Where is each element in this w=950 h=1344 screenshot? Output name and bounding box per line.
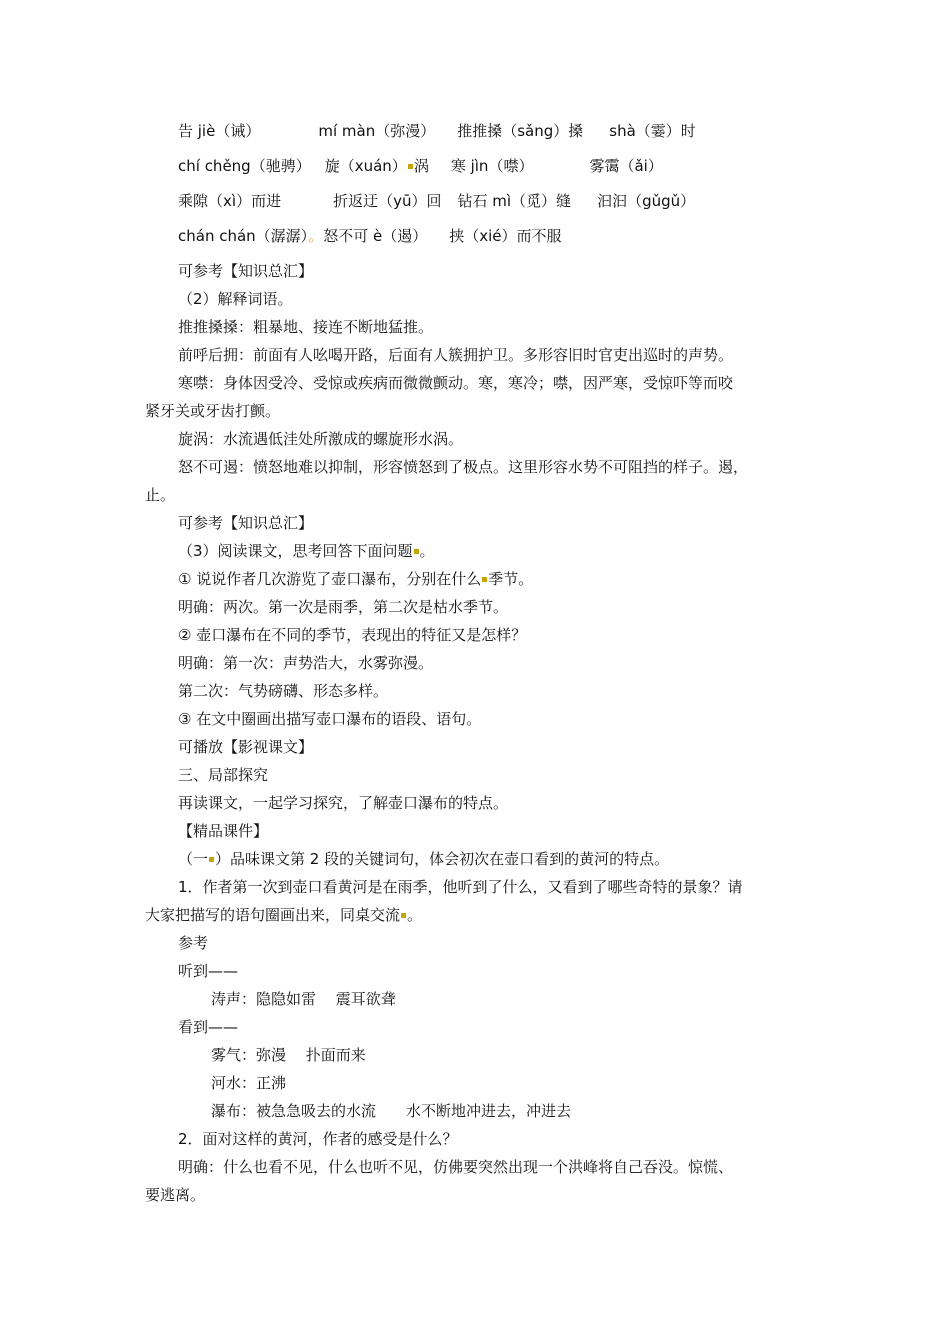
highlight-mark [209, 857, 214, 862]
word-yuhui: 折返迂（yū）回 [333, 192, 441, 210]
list-heading: 听到—— [178, 962, 239, 980]
word-shashi: shà（霎）时 [609, 122, 696, 140]
highlight-mark [408, 164, 413, 169]
question-line: 1．作者第一次到壶口看黄河是在雨季，他听到了什么，又看到了哪些奇特的景象？请 [178, 878, 743, 896]
definition-line: 紧牙关或牙齿打颤。 [145, 402, 281, 420]
highlight-mark [482, 577, 487, 582]
section-heading: （2）解释词语。 [178, 290, 293, 308]
reference-link: 可参考【知识总汇】 [178, 514, 314, 532]
pinyin-row-3 [145, 187, 853, 215]
pinyin-row-1 [145, 117, 853, 145]
answer-line: 明确：什么也看不见，什么也听不见，仿佛要突然出现一个洪峰将自己吞没。惊慌、 [178, 1158, 734, 1176]
section-heading: 三、局部探究 [178, 766, 269, 784]
reference-link: 可播放【影视课文】 [178, 738, 314, 756]
word-nubukee: 怒不可 è（遏） [323, 227, 428, 245]
word-xuanwo: 旋（xuán） 涡 [325, 157, 429, 175]
highlight-mark [414, 549, 419, 554]
reference-label: 参考 [178, 934, 209, 952]
word-chanchan: chán chán（潺潺） [178, 227, 309, 245]
list-item: 涛声：隐隐如雷 震耳欲聋 [211, 990, 396, 1008]
word-chicheng: chí chěng（驰骋） [178, 157, 311, 175]
definition-line: 怒不可遏：愤怒地难以抑制，形容愤怒到了极点。这里形容水势不可阻挡的样子。遏， [178, 458, 749, 476]
answer-line: 明确：第一次：声势浩大，水雾弥漫。 [178, 654, 434, 672]
mark-dot: 。 [308, 227, 324, 245]
definition-line: 旋涡：水流遇低洼处所激成的螺旋形水涡。 [178, 430, 464, 448]
answer-line: 要逃离。 [145, 1186, 206, 1204]
word-xiebufu: 挟（xié）而不服 [449, 227, 561, 245]
pinyin-row-2 [145, 152, 853, 180]
list-item: 瀑布：被急急吸去的水流 水不断地冲进去，冲进去 [211, 1102, 572, 1120]
list-item: 雾气：弥漫 扑面而来 [211, 1046, 366, 1064]
reference-link: 可参考【知识总汇】 [178, 262, 314, 280]
definition-line: 止。 [145, 486, 176, 504]
definition-line: 寒噤：身体因受冷、受惊或疾病而微微颤动。寒，寒冷；噤，因严寒，受惊吓等而咬 [178, 374, 734, 392]
answer-line: 明确：两次。第一次是雨季，第二次是枯水季节。 [178, 598, 509, 616]
question-line: 大家把描写的语句圈画出来，同桌交流 。 [145, 906, 423, 924]
question-line: ② 壶口瀑布在不同的季节，表现出的特征又是怎样？ [178, 626, 527, 644]
word-wuai: 雾霭（ǎi） [589, 157, 662, 175]
subsection-heading: （一 ）品味课文第 2 段的关键词句，体会初次在壶口看到的黄河的特点。 [178, 850, 670, 868]
word-gugu: 汩汩（gǔgǔ） [597, 192, 695, 210]
reference-link: 【精品课件】 [178, 822, 269, 840]
word-mifeng: 钻石 mì（觅）缝 [457, 192, 572, 210]
word-hanjin: 寒 jìn（噤） [450, 157, 534, 175]
pinyin-row-4 [145, 222, 853, 250]
definition-line: 前呼后拥：前面有人吆喝开路，后面有人簇拥护卫。多形容旧时官吏出巡时的声势。 [178, 346, 734, 364]
list-heading: 看到—— [178, 1018, 239, 1036]
body-line: 再读课文，一起学习探究，了解壶口瀑布的特点。 [178, 794, 509, 812]
word-tuisang: 推推搡（sǎng）搡 [457, 122, 583, 140]
highlight-mark [401, 913, 406, 918]
section-heading: （3）阅读课文，思考回答下面问题 。 [178, 542, 435, 560]
question-line: ③ 在文中圈画出描写壶口瀑布的语段、语句。 [178, 710, 482, 728]
word-gaojie: 告 jiè（诫） [178, 122, 261, 140]
definition-line: 推推搡搡：粗暴地、接连不断地猛推。 [178, 318, 434, 336]
list-item: 河水：正沸 [211, 1074, 287, 1092]
question-line: ① 说说作者几次游览了壶口瀑布，分别在什么 季节。 [178, 570, 534, 588]
word-miman: mí màn（弥漫） [318, 122, 436, 140]
answer-line: 第二次：气势磅礴、形态多样。 [178, 682, 389, 700]
word-chengxi: 乘隙（xì）而进 [178, 192, 281, 210]
question-line: 2．面对这样的黄河，作者的感受是什么？ [178, 1130, 458, 1148]
